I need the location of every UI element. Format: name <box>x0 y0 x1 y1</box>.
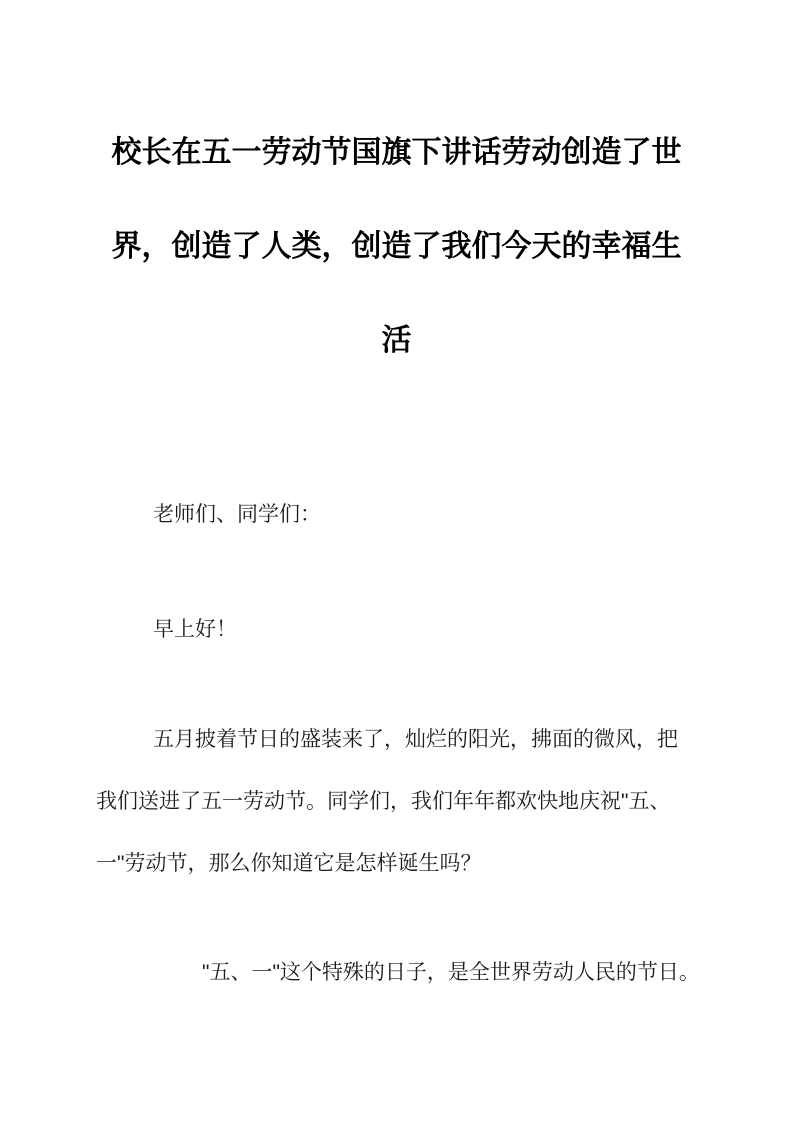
body-line: 五月披着节日的盛装来了，灿烂的阳光，拂面的微风，把 <box>153 728 678 751</box>
body-line: 一"劳动节，那么你知道它是怎样诞生吗？ <box>96 852 482 875</box>
title-line-1: 校长在五一劳动节国旗下讲话劳动创造了世 <box>111 136 682 169</box>
body-line: 早上好！ <box>153 618 237 641</box>
body-line: 我们送进了五一劳动节。同学们，我们年年都欢快地庆祝"五、 <box>96 790 671 813</box>
body-line: "五、一"这个特殊的日子，是全世界劳动人民的节日。 <box>202 961 700 984</box>
body-line: 老师们、同学们： <box>153 503 321 526</box>
paragraph-special-day <box>96 942 705 1004</box>
title-line-2: 界，创造了人类，创造了我们今天的幸福生 <box>111 230 682 263</box>
title-line-3: 活 <box>381 324 412 357</box>
paragraph-greeting <box>96 599 705 661</box>
document-body <box>96 484 705 1004</box>
paragraph-salutation <box>96 484 705 546</box>
document-title <box>0 106 793 388</box>
paragraph-may-day-intro <box>96 709 705 895</box>
